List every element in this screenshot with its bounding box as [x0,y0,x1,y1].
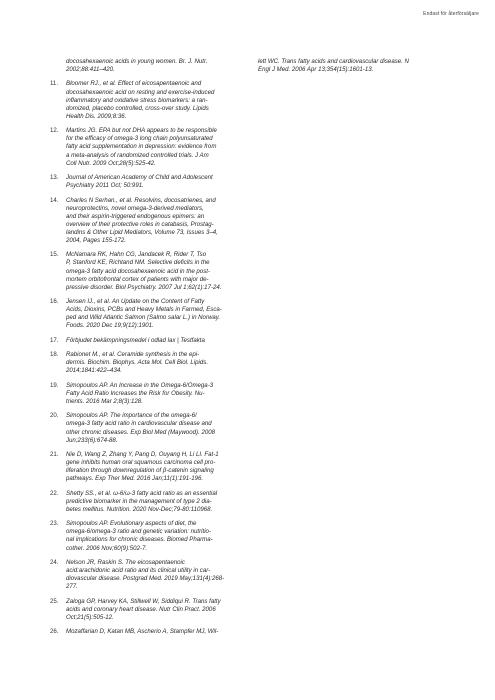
reference-text: Jensen IJ., et al. An Update on the Content of Fatty Acids, Dioxins, PCBs and Heavy Metals in Farmed, Esca- ped and Wild Atlantic Salmon (Salmo salar L.) in Norway. Foods. 2020 Dec 19;9(12):1901. [66,298,222,330]
reference-item [50,127,230,167]
reference-item [50,520,230,552]
reference-item [50,382,230,406]
reference-text: docosahexaenoic acids in young women. Br. J. Nutr. 2002;88:411–420. [66,58,208,74]
reference-item [50,174,230,190]
reference-item [242,58,422,74]
reference-item [50,58,230,74]
reference-item [50,298,230,330]
reference-number: 23. [50,520,59,528]
reference-text: Bloomer RJ., et al. Effect of eicosapentaenoic and docosahexaenoic acid on resting and exercise-induced inflammatory and oxidative stress biomarkers: a ran- domized, placebo controlled, cross-over study. Lipids Health Dis. 2009;8:36. [66,80,215,120]
reference-number: 20. [50,412,59,420]
reference-item [50,598,230,622]
reference-item [50,251,230,291]
reference-number: 16. [50,298,59,306]
reference-number: 22. [50,489,59,497]
header-note: Endast för återförsäljare [423,11,479,17]
reference-number: 19. [50,381,59,389]
reference-text: Nie D, Wang Z, Zhang Y, Pang D, Ouyang H, Li LI. Fat-1 gene inhibits human oral squamous carcinoma cell pro- liferation through downregulation of β-catenin signaling pathways. Exp Ther Med. 2016 Jan;11(1):191-196. [66,451,219,483]
reference-number: 25. [50,597,59,605]
reference-text: Simopoulos AP. Evolutionary aspects of diet, the omega-6/omega-3 ratio and genetic variation: nutritio- nal implications for chronic diseases. Biomed Pharma- cother. 2006 Nov;60(9):502-7. [66,520,213,552]
reference-item [50,351,230,375]
reference-number: 24. [50,558,59,566]
reference-number: 11. [50,80,59,88]
reference-text: Simopoulos AP. An Increase in the Omega-6/Omega-3 Fatty Acid Ratio Increases the Risk for Obesity. Nu- trients. 2016 Mar 2;8(3):128. [66,381,214,405]
reference-text: Zaloga GP, Harvey KA, Stillwell W, Siddiqui R. Trans fatty acids and coronary heart disease. Nutr Clin Pract. 2006 Oct;21(5):505-12. [66,597,221,621]
reference-item [50,490,230,514]
reference-text: Rabionet M., et al. Ceramide synthesis in the epi- dermis. Biochim. Biophys. Acta Mol. Cell Biol. Lipids. 2014;1841:422–434. [66,351,209,375]
reference-item [50,197,230,246]
reference-text: Mozaffarian D, Katan MB, Ascherio A, Stampfer MJ, Wil- [66,628,219,636]
reference-number: 21. [50,451,59,459]
reference-item [50,412,230,444]
references-right-column [242,58,422,643]
reference-number: 14. [50,196,59,204]
reference-number: 18. [50,351,59,359]
references-left-column [50,58,230,643]
reference-number: 26. [50,628,59,636]
reference-number: 15. [50,251,59,259]
reference-text: McNamara RK, Hahn CG, Jandacek R, Rider T, Tso P, Stanford KE, Richtand NM. Selective deficits in the omega-3 fatty acid docosahexaenoic acid in the post- mortem orbitofrontal cortex of patients with major de- pressive disorder. Biol Psychiatry. 2007 Jul 1;62(1):17-24. [66,251,222,291]
reference-number: 12. [50,127,59,135]
reference-text: Shetty SS., et al. ω-6/ω-3 fatty acid ratio as an essential predictive biomarker in the management of type 2 dia- betes mellitus. Nutrition. 2020 Nov-Dec;79-80:110968. [66,489,218,513]
reference-item [50,451,230,483]
reference-number: 17. [50,336,59,344]
reference-item [50,559,230,591]
references-page [50,58,470,643]
reference-item [50,337,230,345]
reference-number: 13. [50,174,59,182]
reference-text: Simopoulos AP. The importance of the omega-6/ omega-3 fatty acid ratio in cardiovascular disease and other chronic diseases. Exp Biol Med (Maywood). 2008 Jun;233(6):674-88. [66,412,216,444]
reference-text: Martins JG. EPA but not DHA appears to be responsible for the efficacy of omega-3 long chain polyunsaturated fatty acid supplementation in depression: evidence from a meta-analysis of randomized controlled trials. J Am Coll Nutr. 2009 Oct;28(5):525-42. [66,127,217,167]
reference-text: Journal of American Academy of Child and Adolescent Psychiatry 2011 Oct; 50:991. [66,174,213,190]
reference-text: lett WC. Trans fatty acids and cardiovascular disease. N Engl J Med. 2006 Apr 13;354(15):1601-13. [258,58,409,74]
reference-item [50,80,230,120]
reference-item [50,628,230,636]
reference-text: Förbjudet bekämpningsmedel i odlad lax | Testfakta [66,336,205,344]
reference-text: Nelson JR, Raskin S. The eicosapentaenoic acid:arachidonic acid ratio and its clinical utility in car- diovascular disease. Postgrad Med. 2019 May;131(4):268- 277. [66,558,225,591]
reference-text: Charles N Serhan., et al. Resolvins, docosatrienes, and neuroprotectins, novel omega-3-derived mediators, and their aspirin-triggered endogenous epimers: an overview of their protective roles in catabasis, Prostag- landins & Other Lipid Mediators, Volume 73, Issues 3–4, 2004, Pages 155-172. [66,196,218,244]
